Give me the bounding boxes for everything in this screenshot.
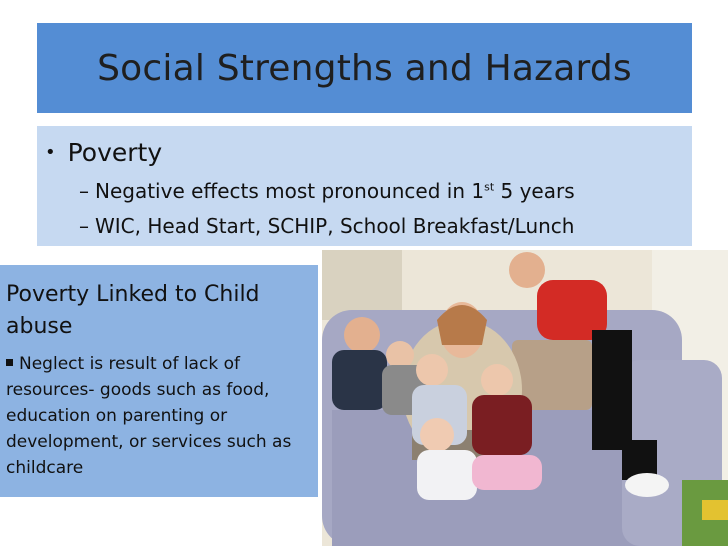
title-banner xyxy=(37,23,692,113)
bullet-box xyxy=(37,126,692,246)
sub-bullet-text: WIC, Head Start, SCHIP, School Breakfast/Lunch xyxy=(95,214,575,238)
bullet-poverty xyxy=(45,138,162,167)
sub-bullet-sup: st xyxy=(484,180,495,194)
sub-bullet-text: Negative effects most pronounced in 1 xyxy=(95,179,485,203)
sub-bullet-text-tail: 5 years xyxy=(494,179,575,203)
sidebar-heading: Poverty Linked to Child abuse xyxy=(6,282,260,339)
bullet-dot-icon: • xyxy=(45,142,56,163)
sidebar-bullet xyxy=(6,351,311,481)
slide-title: Social Strengths and Hazards xyxy=(97,47,632,89)
sub-bullet xyxy=(79,214,574,238)
dash-icon: – xyxy=(79,179,89,203)
square-bullet-icon xyxy=(6,359,13,366)
family-photo-image xyxy=(322,250,728,546)
poverty-abuse-box xyxy=(0,265,318,497)
family-photo xyxy=(322,250,728,546)
sub-bullet xyxy=(79,179,575,203)
sidebar-bullet-text: Neglect is result of lack of resources- goods such as food, education on parenting or development, or services such as childcare xyxy=(6,354,292,478)
dash-icon: – xyxy=(79,214,89,238)
bullet-text: Poverty xyxy=(67,138,163,167)
